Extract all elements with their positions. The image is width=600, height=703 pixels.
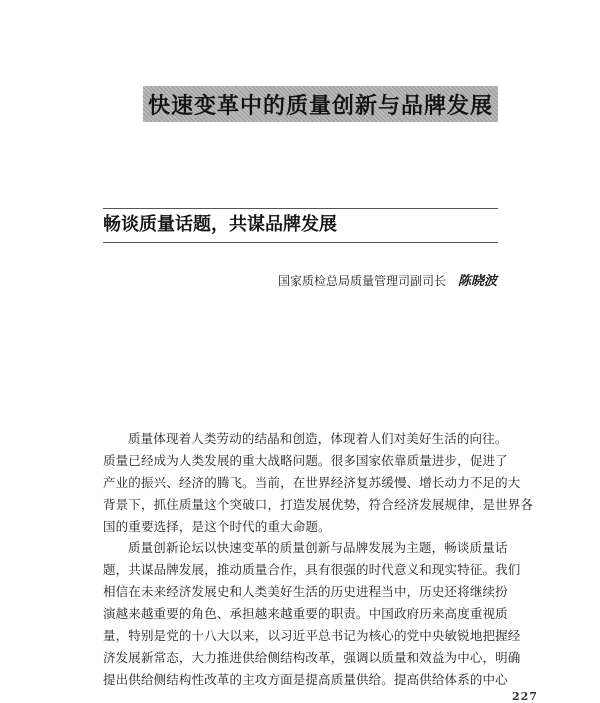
body-line: 国的重要选择，是这个时代的重大命题。	[103, 518, 331, 534]
body-line: 演越来越重要的角色、承担越来越重要的职责。中国政府历来高度重视质	[103, 606, 508, 622]
title-bottom-rule	[103, 242, 498, 243]
article-body	[103, 428, 534, 691]
body-line: 产业的振兴、经济的腾飞。当前，在世界经济复苏缓慢、增长动力不足的大	[103, 474, 521, 490]
section-banner	[143, 86, 498, 122]
page-number: 227	[512, 690, 538, 703]
body-line: 质量体现着人类劳动的结晶和创造，体现着人们对美好生活的向往。	[128, 431, 508, 446]
body-line: 题，共谋品牌发展，推动质量合作，具有很强的时代意义和现实特征。我们	[103, 562, 521, 578]
body-line: 济发展新常态，大力推进供给侧结构改革，强调以质量和效益为中心，明确	[103, 649, 521, 665]
body-line: 质量已经成为人类发展的重大战略问题。很多国家依靠质量进步，促进了	[103, 452, 508, 468]
author-byline	[278, 272, 497, 291]
author-affiliation: 国家质检总局质量管理司副司长	[277, 274, 446, 288]
body-line: 提出供给侧结构性改革的主攻方面是提高质量供给。提高供给体系的中心	[103, 671, 508, 687]
author-name: 陈晓波	[457, 274, 497, 289]
body-line: 背景下，抓住质量这个突破口，打造发展优势，符合经济发展规律，是世界各	[103, 496, 534, 512]
title-top-rule	[103, 208, 498, 209]
body-line: 质量创新论坛以快速变革的质量创新与品牌发展为主题，畅谈质量话	[128, 540, 508, 556]
section-title: 快速变革中的质量创新与品牌发展	[147, 93, 493, 119]
article-title: 畅谈质量话题，共谋品牌发展	[103, 214, 337, 235]
body-line: 量，特别是党的十八大以来，以习近平总书记为核心的党中央敏锐地把握经	[103, 628, 521, 644]
body-line: 相信在未来经济发展史和人类美好生活的历史进程当中，历史还将继续扮	[103, 584, 508, 600]
